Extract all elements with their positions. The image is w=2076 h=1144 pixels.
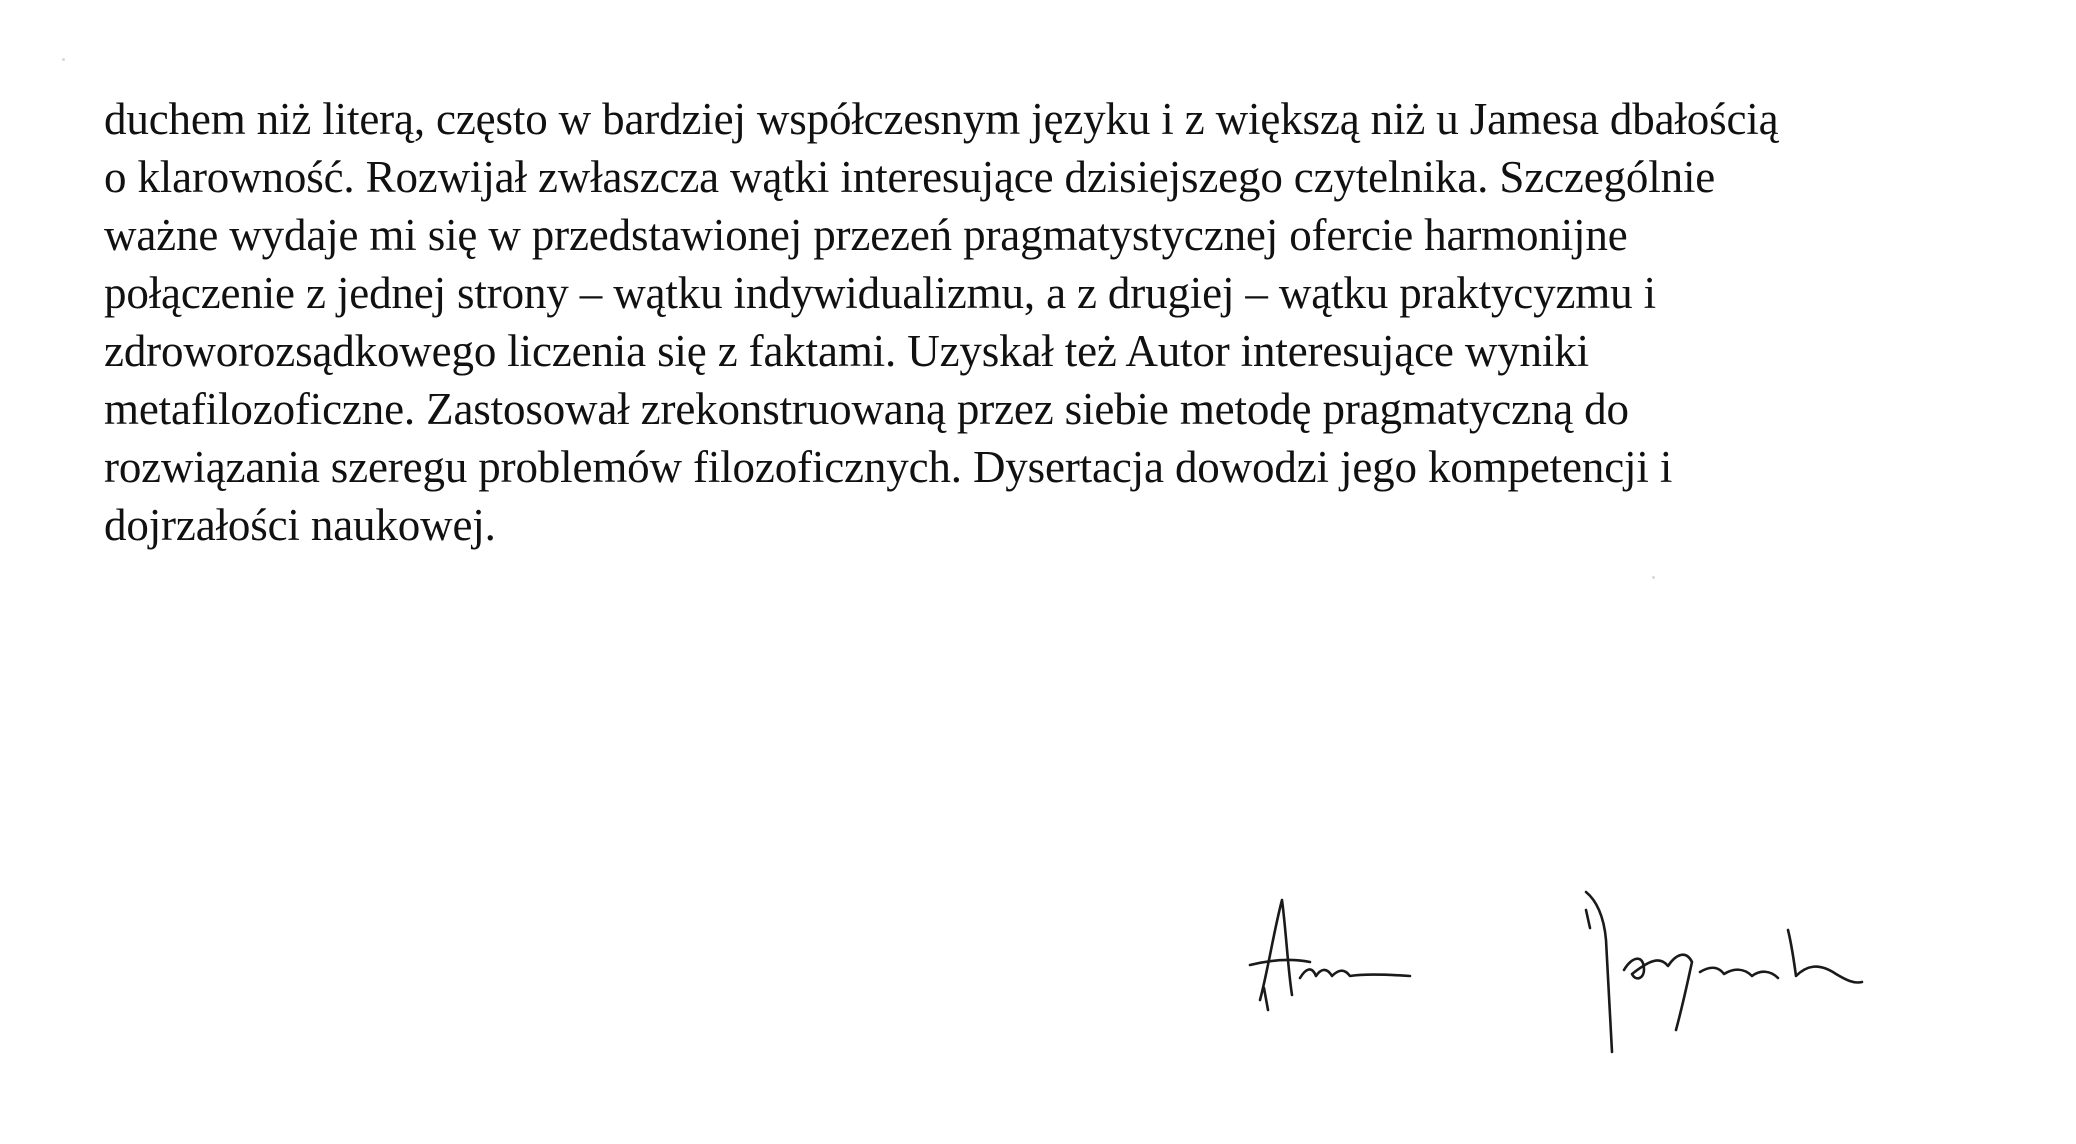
text-line-8: dojrzałości naukowej. [104, 500, 496, 550]
signature-stroke-nna [1300, 969, 1410, 978]
review-paragraph [104, 90, 2034, 554]
text-line-1: duchem niż literą, często w bardziej współczesnym języku i z większą niż u Jamesa dbałością [104, 94, 1779, 144]
text-line-2: o klarowność. Rozwijał zwłaszcza wątki interesujące dzisiejszego czytelnika. Szczególnie [104, 152, 1716, 202]
signature-stroke-a [1260, 900, 1292, 1000]
signature-stroke-j-top [1586, 910, 1590, 928]
text-line-5: zdroworozsądkowego liczenia się z faktami. Uzyskał też Autor interesujące wyniki [104, 326, 1589, 376]
signature-icon [1240, 870, 1920, 1070]
text-line-3: ważne wydaje mi się w przedstawionej przezeń pragmatystycznej ofercie harmonijne [104, 210, 1628, 260]
signature-stroke-k [1788, 930, 1862, 983]
signature-stroke-j [1586, 892, 1612, 1052]
signature-stroke-a-bar [1250, 960, 1310, 965]
signature-drawing [1240, 870, 1920, 1070]
signature-stroke-a-tail [1264, 988, 1268, 1010]
text-line-6: metafilozoficzne. Zastosował zrekonstruowaną przez siebie metodę pragmatyczną do [104, 384, 1629, 434]
scan-speck [1652, 576, 1655, 579]
text-line-4: połączenie z jednej strony – wątku indywidualizmu, a z drugiej – wątku praktycyzmu i [104, 268, 1656, 318]
signature-stroke-edy [1624, 955, 1692, 1030]
text-line-7: rozwiązania szeregu problemów filozoficznych. Dysertacja dowodzi jego kompetencji i [104, 442, 1673, 492]
signature-stroke-nak [1700, 968, 1778, 978]
scan-speck [62, 58, 65, 61]
